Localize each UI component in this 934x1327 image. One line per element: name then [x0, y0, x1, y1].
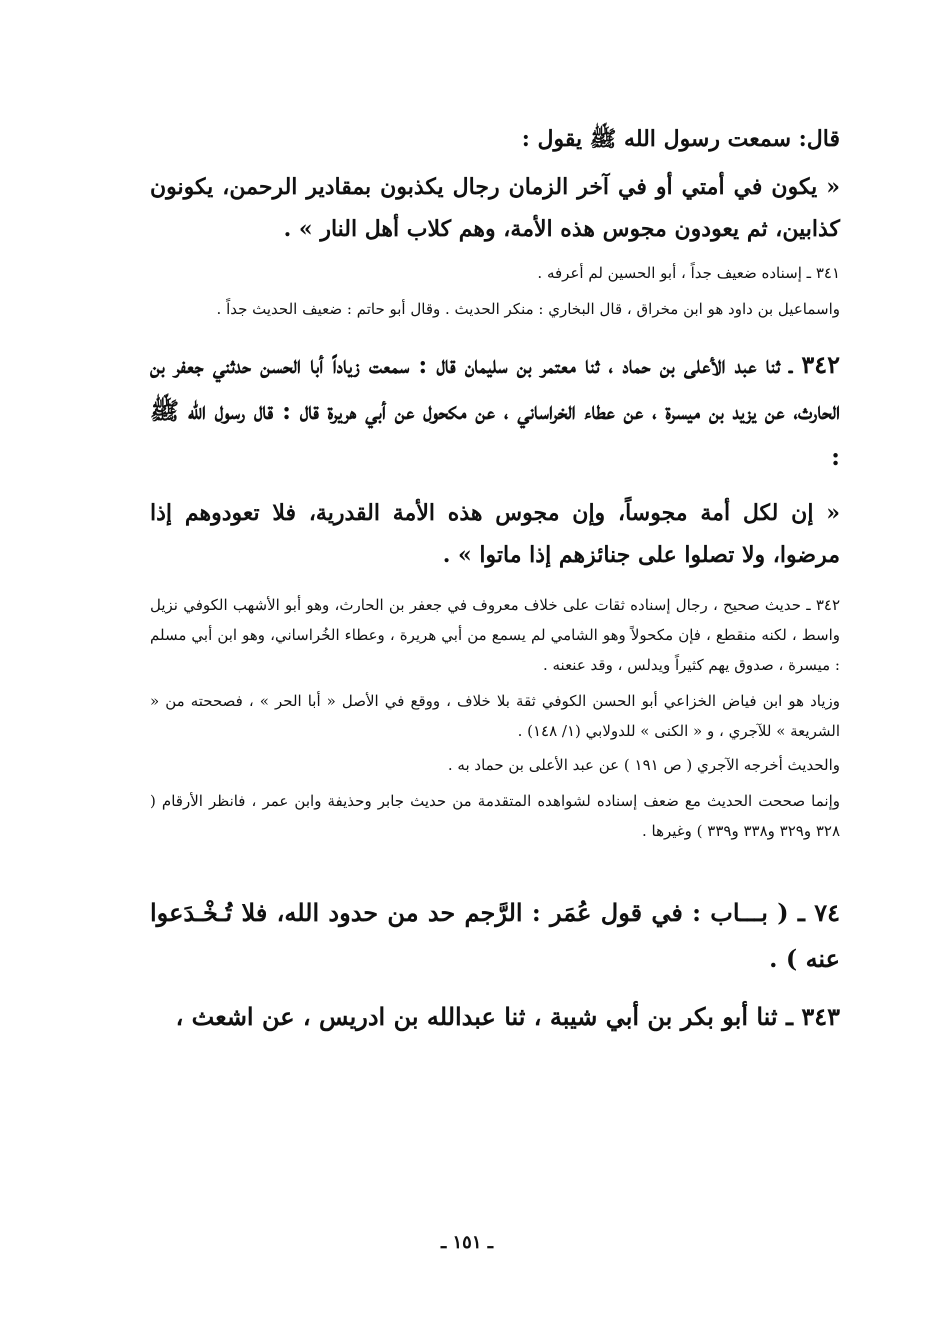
page-body: [150, 118, 840, 1040]
footnote-341-a: ٣٤١ ـ إسناده ضعيف جداً ، أبو الحسين لم أعرفه .: [537, 264, 840, 282]
page-number: ـ ١٥١ ـ: [440, 1232, 494, 1253]
footnote-342-b: وزياد هو ابن فياض الخزاعي أبو الحسن الكوفي ثقة بلا خلاف ، ووقع في الأصل « أبا الحر » ، فصححته من « الشريعة » للآجري ، و « الكنى » للدولابي (١/ ١٤٨) .: [150, 692, 840, 740]
hadith-341-text: « يكون في أمتي أو في آخر الزمان رجال يكذبون بمقادير الرحمن، يكونون كذابين، ثم يعودون مجوس هذه الأمة، وهم كلاب أهل النار » .: [150, 174, 840, 242]
hadith-header-line: قال: سمعت رسول الله ﷺ يقول :: [521, 126, 840, 152]
footnote-341-b: واسماعيل بن داود هو ابن مخراق ، قال البخاري : منكر الحديث . وقال أبو حاتم : ضعيف الحديث جداً .: [216, 300, 840, 318]
hadith-342-text: « إن لكل أمة مجوساً، وإن مجوس هذه الأمة القدرية، فلا تعودوهم إذا مرضوا، ولا تصلوا على جنائزهم إذا ماتوا » .: [150, 500, 840, 568]
hadith-343-isnad: ٣٤٣ ـ ثنا أبو بكر بن أبي شيبة ، ثنا عبدالله بن ادريس ، عن اشعث ،: [175, 1002, 840, 1031]
chapter-74-heading: ٧٤ ـ ( بـــاب : في قول عُمَر : الرَّجم حد من حدود الله، فلا تُـخْـدَعوا عنه ) .: [150, 898, 840, 973]
hadith-342-isnad: ٣٤٢ ـ ثنا عبد الأعلى بن حماد ، ثنا معتمر بن سليمان قال : سمعت زياداً أبا الحسن حدثني جعفر بن الحارث، عن يزيد بن ميسرة ، عن عطاء الخراساني ، عن مكحول عن أبي هريرة قال : قال رسول الله ﷺ :: [150, 350, 840, 471]
footnote-342-a: ٣٤٢ ـ حديث صحيح ، رجال إسناده ثقات على خلاف معروف في جعفر بن الحارث، وهو أبو الأشهب الكوفي نزيل واسط ، لكنه منقطع ، فإن مكحولاً وهو الشامي لم يسمع من أبي هريرة ، وعطاء الخُراساني، وهو ابن أبي مسلم : ميسرة ، صدوق يهم كثيراً ويدلس ، وقد عنعنه .: [150, 596, 840, 674]
footnote-342-c: والحديث أخرجه الآجري ( ص ١٩١ ) عن عبد الأعلى بن حماد به .: [447, 756, 840, 774]
footnote-342-d: وإنما صححت الحديث مع ضعف إسناده لشواهده المتقدمة من حديث جابر وحذيفة وابن عمر ، فانظر الأرقام ( ٣٢٨ و٣٢٩ و٣٣٨ و٣٣٩ ) وغيرها .: [150, 792, 840, 840]
